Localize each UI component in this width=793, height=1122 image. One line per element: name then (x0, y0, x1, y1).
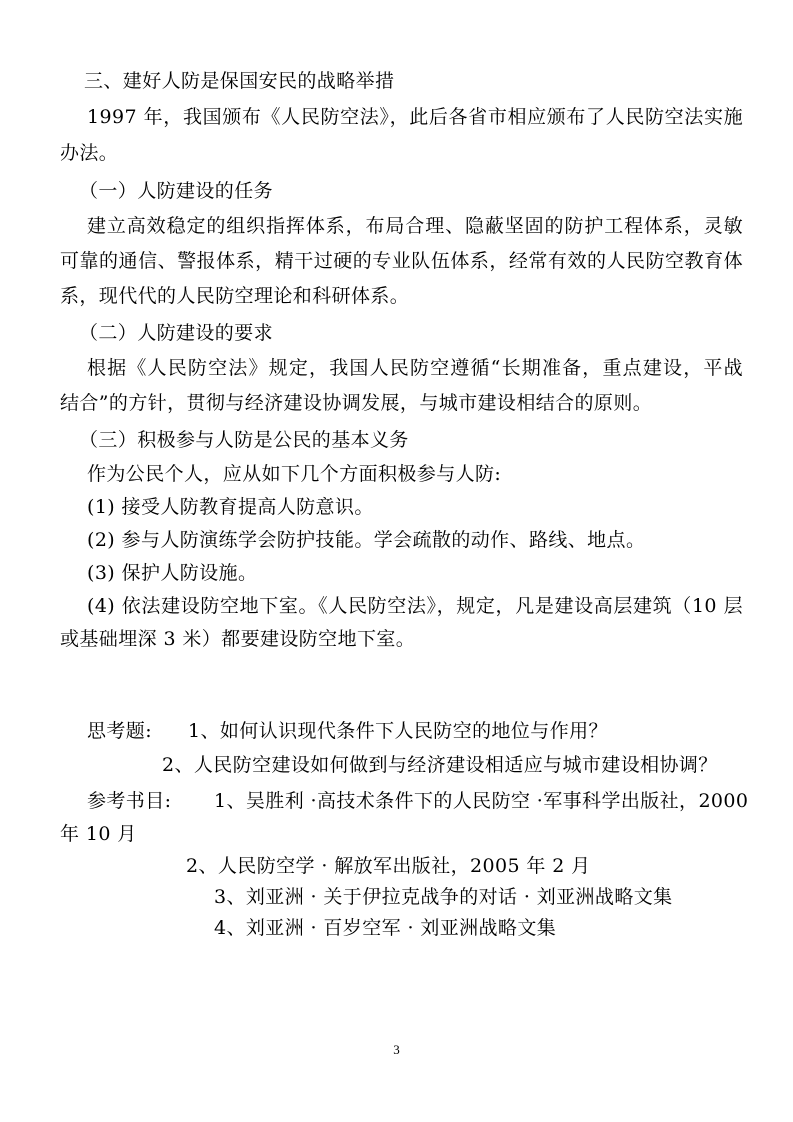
reference-2: 2、人民防空学 · 解放军出版社，2005 年 2 月 (186, 855, 591, 877)
list-item-1: (1) 接受人防教育提高人防意识。 (87, 496, 374, 518)
questions-label: 思考题: (87, 720, 153, 742)
reference-1-line-2: 年 10 月 (60, 823, 137, 845)
reference-1-line-1: 1、吴胜利 ·高技术条件下的人民防空 ·军事科学出版社，2000 (214, 790, 749, 812)
list-item-4-line-2: 或基础埋深 3 米）都要建设防空地下室。 (60, 628, 416, 650)
references-label: 参考书目: (87, 790, 172, 812)
subsection-2-line-2: 结合”的方针，贯彻与经济建设协调发展，与城市建设相结合的原则。 (60, 392, 653, 414)
question-2: 2、人民防空建设如何做到与经济建设相适应与城市建设相协调？ (162, 754, 718, 776)
subsection-1-line-3: 系，现代代的人民防空理论和科研体系。 (60, 285, 410, 307)
intro-line-1: 1997 年，我国颁布《人民防空法》，此后各省市相应颁布了人民防空法实施 (87, 106, 743, 128)
subsection-1-heading: （一）人防建设的任务 (79, 180, 274, 202)
section-heading: 三、建好人防是保国安民的战略举措 (84, 70, 395, 92)
reference-4: 4、刘亚洲 · 百岁空军 · 刘亚洲战略文集 (214, 917, 557, 939)
subsection-1-line-1: 建立高效稳定的组织指挥体系，布局合理、隐蔽坚固的防护工程体系，灵敏 (87, 215, 743, 237)
list-item-2: (2) 参与人防演练学会防护技能。学会疏散的动作、路线、地点。 (87, 529, 646, 551)
subsection-2-line-1: 根据《人民防空法》规定，我国人民防空遵循“长期准备，重点建设，平战 (87, 357, 743, 379)
reference-3: 3、刘亚洲 · 关于伊拉克战争的对话 · 刘亚洲战略文集 (214, 886, 673, 908)
subsection-1-line-2: 可靠的通信、警报体系，精干过硬的专业队伍体系，经常有效的人民防空教育体 (60, 250, 743, 272)
subsection-3-heading: （三）积极参与人防是公民的基本义务 (79, 429, 409, 451)
question-1: 1、如何认识现代条件下人民防空的地位与作用？ (188, 720, 608, 742)
list-item-3: (3) 保护人防设施。 (87, 562, 258, 584)
intro-line-2: 办法。 (60, 142, 119, 164)
subsection-3-intro: 作为公民个人，应从如下几个方面积极参与人防: (87, 463, 502, 485)
page-number: 3 (393, 1042, 400, 1057)
list-item-4-line-1: (4) 依法建设防空地下室。《人民防空法》，规定，凡是建设高层建筑（10 层 (87, 595, 743, 617)
subsection-2-heading: （二）人防建设的要求 (79, 322, 274, 344)
